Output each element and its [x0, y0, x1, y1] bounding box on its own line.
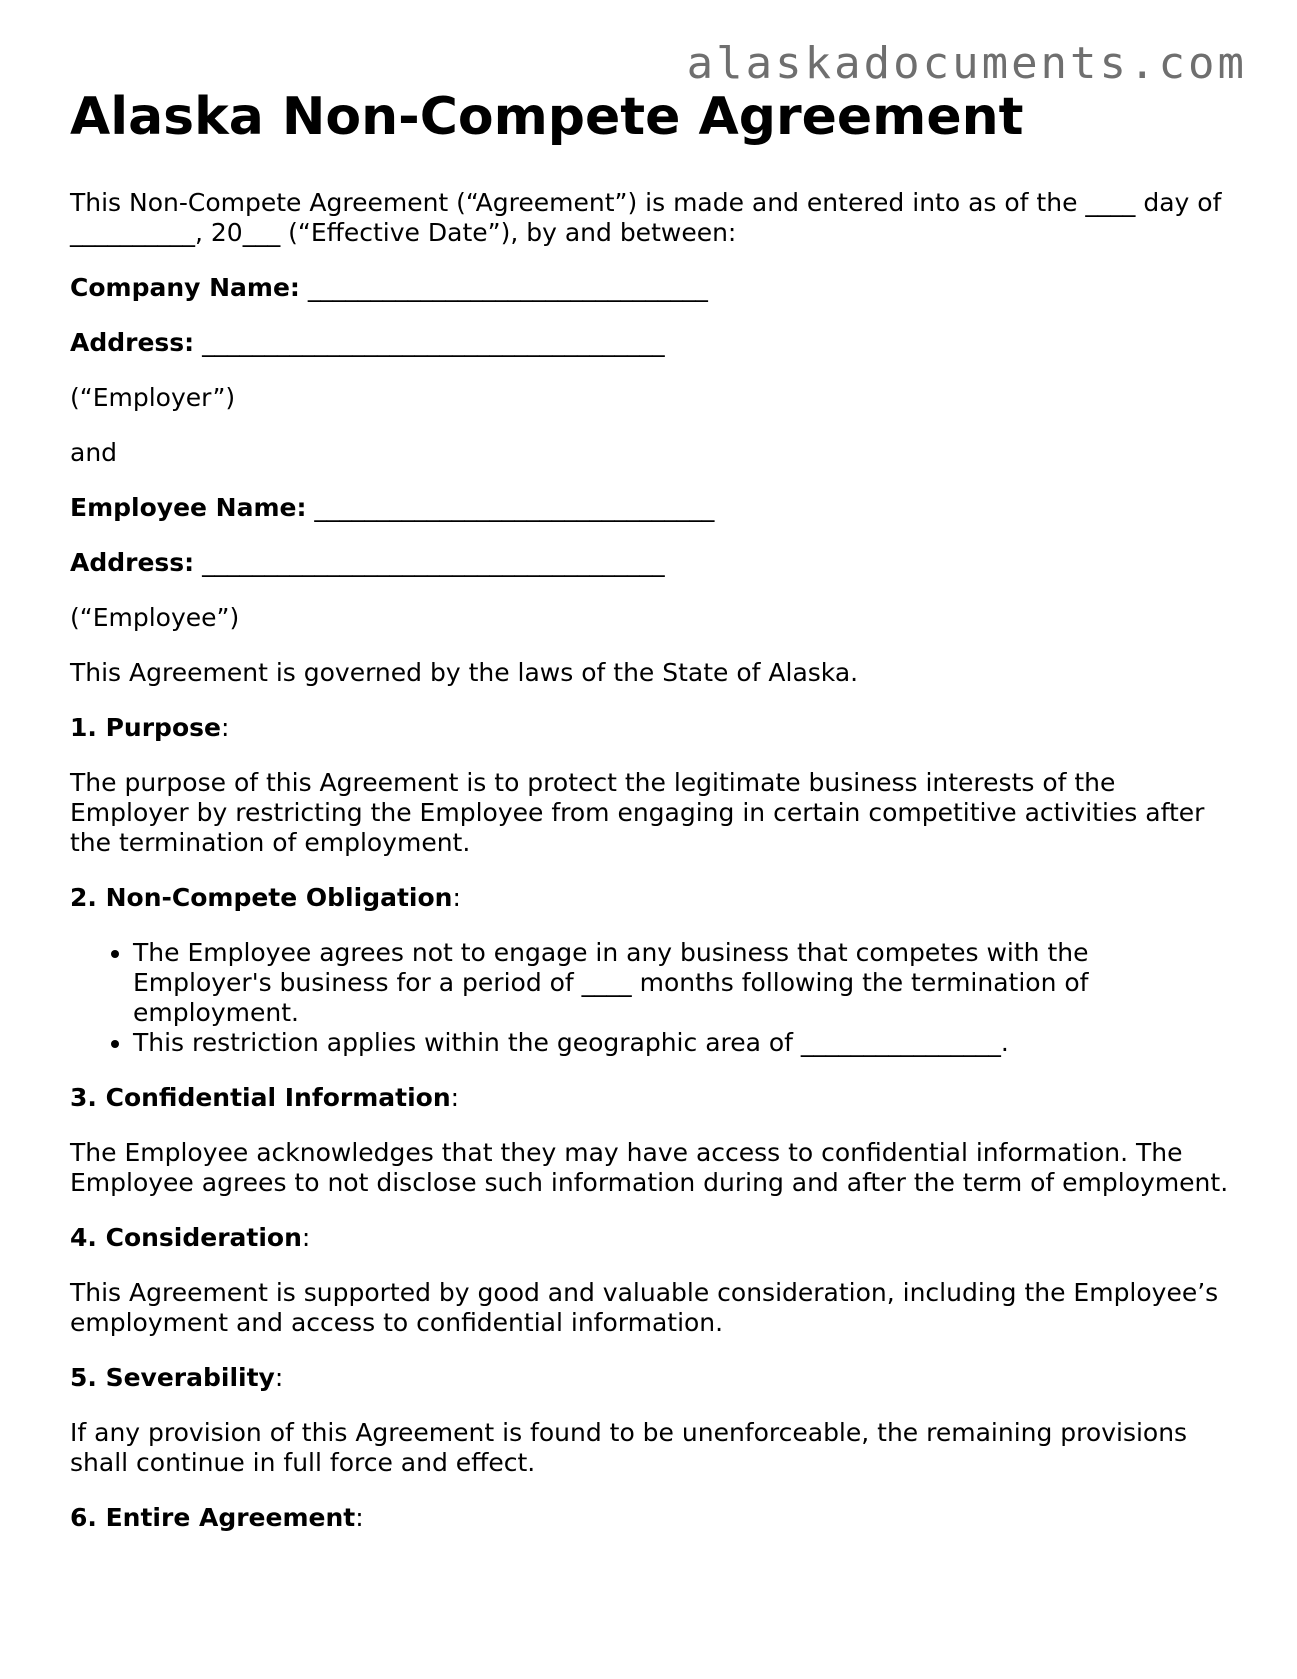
section-3-colon: : — [450, 1082, 460, 1112]
employee-address-label: Address: — [70, 547, 195, 577]
section-1-title: 1. Purpose — [70, 712, 221, 742]
document-body — [70, 88, 1230, 1558]
section-3-body: The Employee acknowledges that they may have access to confidential information. The Employee agrees to not disclose such information during and after the term of employment. — [70, 1137, 1229, 1197]
section-4-body: This Agreement is supported by good and valuable consideration, including the Employee’s employment and access to confidential information. — [70, 1277, 1219, 1337]
company-name-line — [70, 273, 1230, 303]
list-item: • The Employee agrees not to engage in any business that competes with the Employer's business for a period of ____ months following the termination of employment. — [133, 938, 1230, 1028]
section-2-colon: : — [452, 882, 461, 912]
employee-role: (“Employee”) — [70, 602, 240, 632]
section-2-heading — [70, 883, 1230, 913]
employer-role: (“Employer”) — [70, 382, 236, 412]
section-2-list — [70, 938, 1230, 1058]
employer-address-blank: _____________________________________ — [194, 327, 665, 357]
section-5-heading — [70, 1363, 1230, 1393]
employee-name-blank: ________________________________ — [306, 492, 715, 522]
section-6-colon: : — [355, 1502, 364, 1532]
and-text: and — [70, 437, 118, 467]
section-2-title: 2. Non-Compete Obligation — [70, 882, 453, 912]
governing-law-paragraph: This Agreement is governed by the laws of the State of Alaska. — [70, 657, 859, 687]
section-3-heading — [70, 1083, 1230, 1113]
employee-name-label: Employee Name: — [70, 492, 307, 522]
employee-address-line — [70, 548, 1230, 578]
section-5-title: 5. Severability — [70, 1362, 275, 1392]
section-6-heading — [70, 1503, 1230, 1533]
section-5-colon: : — [274, 1362, 284, 1392]
section-6-title: 6. Entire Agreement — [70, 1502, 356, 1532]
employer-address-label: Address: — [70, 327, 195, 357]
company-name-blank: ________________________________ — [299, 272, 708, 302]
employee-name-line — [70, 493, 1230, 523]
section-1-body: The purpose of this Agreement is to protect the legitimate business interests of the Employer by restricting the Employee from engaging in certain competitive activities after the termination of employment. — [70, 767, 1205, 857]
employer-address-line — [70, 328, 1230, 358]
section-1-heading — [70, 713, 1230, 743]
employee-address-blank: _____________________________________ — [194, 547, 665, 577]
company-name-label: Company Name: — [70, 272, 300, 302]
intro-paragraph: This Non-Compete Agreement (“Agreement”) is made and entered into as of the ____ day of __________, 20___ (“Effective Date”), by and between: — [70, 187, 1222, 247]
site-watermark: alaskadocuments.com — [686, 38, 1247, 89]
section-4-colon: : — [301, 1222, 311, 1252]
section-3-title: 3. Confidential Information — [70, 1082, 451, 1112]
document-title: Alaska Non-Compete Agreement — [70, 87, 1024, 147]
section-1-colon: : — [220, 712, 230, 742]
section-5-body: If any provision of this Agreement is found to be unenforceable, the remaining provisions shall continue in full force and effect. — [70, 1417, 1188, 1477]
list-item: • This restriction applies within the geographic area of ________________. — [133, 1028, 1230, 1058]
section-4-heading — [70, 1223, 1230, 1253]
section-4-title: 4. Consideration — [70, 1222, 302, 1252]
